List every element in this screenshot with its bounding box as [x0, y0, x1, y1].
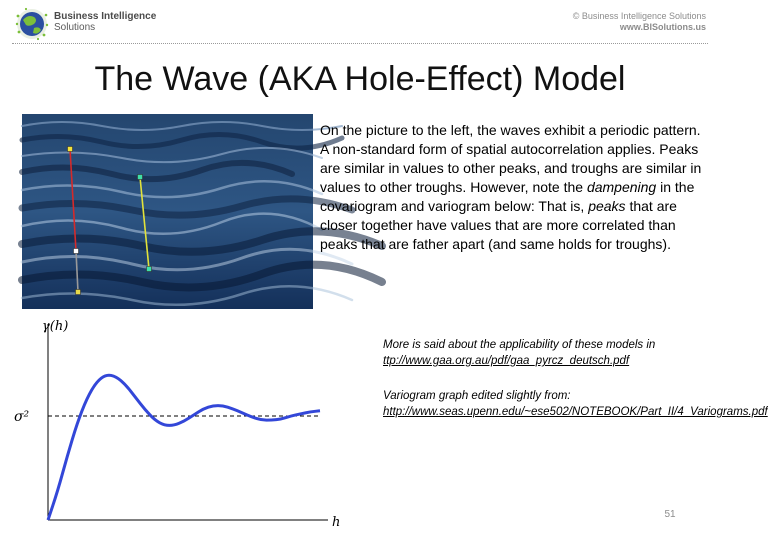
slide-title: The Wave (AKA Hole-Effect) Model [94, 60, 626, 98]
copyright-block [573, 11, 706, 33]
description-paragraph [320, 121, 706, 254]
paragraph-part: that are closer together have values that are more correlated than peaks that are father apart (and same holds for troughs). [320, 198, 677, 252]
reference-link[interactable]: ttp://www.gaa.org.au/pdf/gaa_pyrcz_deutsch.pdf [383, 355, 630, 367]
source-link[interactable]: http://www.seas.upenn.edu/~ese502/NOTEBOOK/Part_II/4_Variograms.pdf [383, 406, 768, 418]
header-divider [12, 43, 708, 44]
ocean-waves-photo [22, 114, 313, 309]
note-text: Variogram graph edited slightly from: [383, 390, 571, 402]
hole-effect-variogram-chart [12, 316, 357, 532]
sill-label: σ² [14, 409, 30, 425]
note-text: More is said about the applicability of these models in [383, 339, 656, 351]
y-axis-label: γ(h) [42, 319, 69, 334]
emphasis-peaks: peaks [588, 198, 626, 214]
copyright-text: © Business Intelligence Solutions [572, 11, 706, 21]
paragraph-part: On the picture to the left, the waves exhibit a periodic pattern. A non-standard form of spatial autocorrelation applies. Peaks are similar in values to other peaks, and troughs are similar in values to other troughs. However, note the [320, 122, 702, 195]
x-axis-label: h [332, 515, 341, 530]
page-number: 51 [664, 509, 676, 520]
company-logo [14, 6, 184, 42]
emphasis-dampening: dampening [586, 179, 657, 195]
globe-logo-icon [14, 6, 50, 42]
source-note [383, 388, 768, 420]
reference-note [383, 337, 705, 369]
brand-name: Business Intelligence [54, 11, 157, 22]
website-link[interactable]: www.BISolutions.us [619, 22, 706, 32]
paragraph-part: in the covariogram and variogram below: That is, [320, 179, 695, 214]
brand-sub: Solutions [54, 22, 96, 33]
variogram-curve [48, 375, 320, 520]
